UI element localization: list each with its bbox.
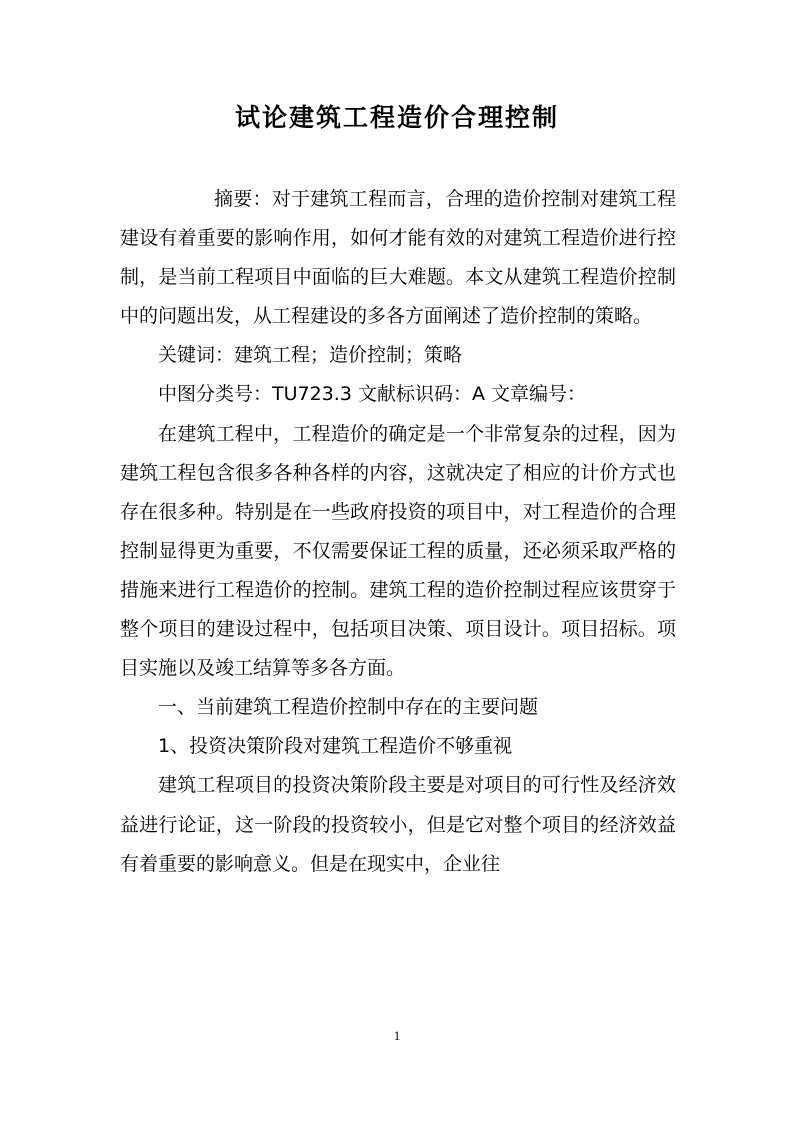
abstract-paragraph: 摘要：对于建筑工程而言，合理的造价控制对建筑工程建设有着重要的影响作用，如何才能有效的对建筑工程造价进行控制，是当前工程项目中面临的巨大难题。本文从建筑工程造价控制中的问题出发，从工程建设的多各方面阐述了造价控制的策略。 <box>120 188 676 328</box>
body-paragraph: 在建筑工程中，工程造价的确定是一个非常复杂的过程，因为建筑工程包含很多各种各样的内容，这就决定了相应的计价方式也存在很多种。特别是在一些政府投资的项目中，对工程造价的合理控制显得更为重要，不仅需要保证工程的质量，还必须采取严格的措施来进行工程造价的控制。建筑工程的造价控制过程应该贯穿于整个项目的建设过程中，包括项目决策、项目设计。项目招标。项目实施以及竣工结算等多各方面。 <box>120 422 676 680</box>
classification-paragraph: 中图分类号：TU723.3 文献标识码：A 文章编号： <box>158 383 586 406</box>
subsection-heading: 1、投资决策阶段对建筑工程造价不够重视 <box>158 735 513 758</box>
page-number: 1 <box>393 1028 401 1043</box>
document-body <box>120 180 676 884</box>
section-heading: 一、当前建筑工程造价控制中存在的主要问题 <box>158 696 539 719</box>
keywords-paragraph: 关键词：建筑工程；造价控制；策略 <box>158 344 463 367</box>
body-paragraph: 建筑工程项目的投资决策阶段主要是对项目的可行性及经济效益进行论证，这一阶段的投资较小，但是它对整个项目的经济效益有着重要的影响意义。但是在现实中，企业往 <box>120 774 676 875</box>
document-title: 试论建筑工程造价合理控制 <box>234 103 559 132</box>
